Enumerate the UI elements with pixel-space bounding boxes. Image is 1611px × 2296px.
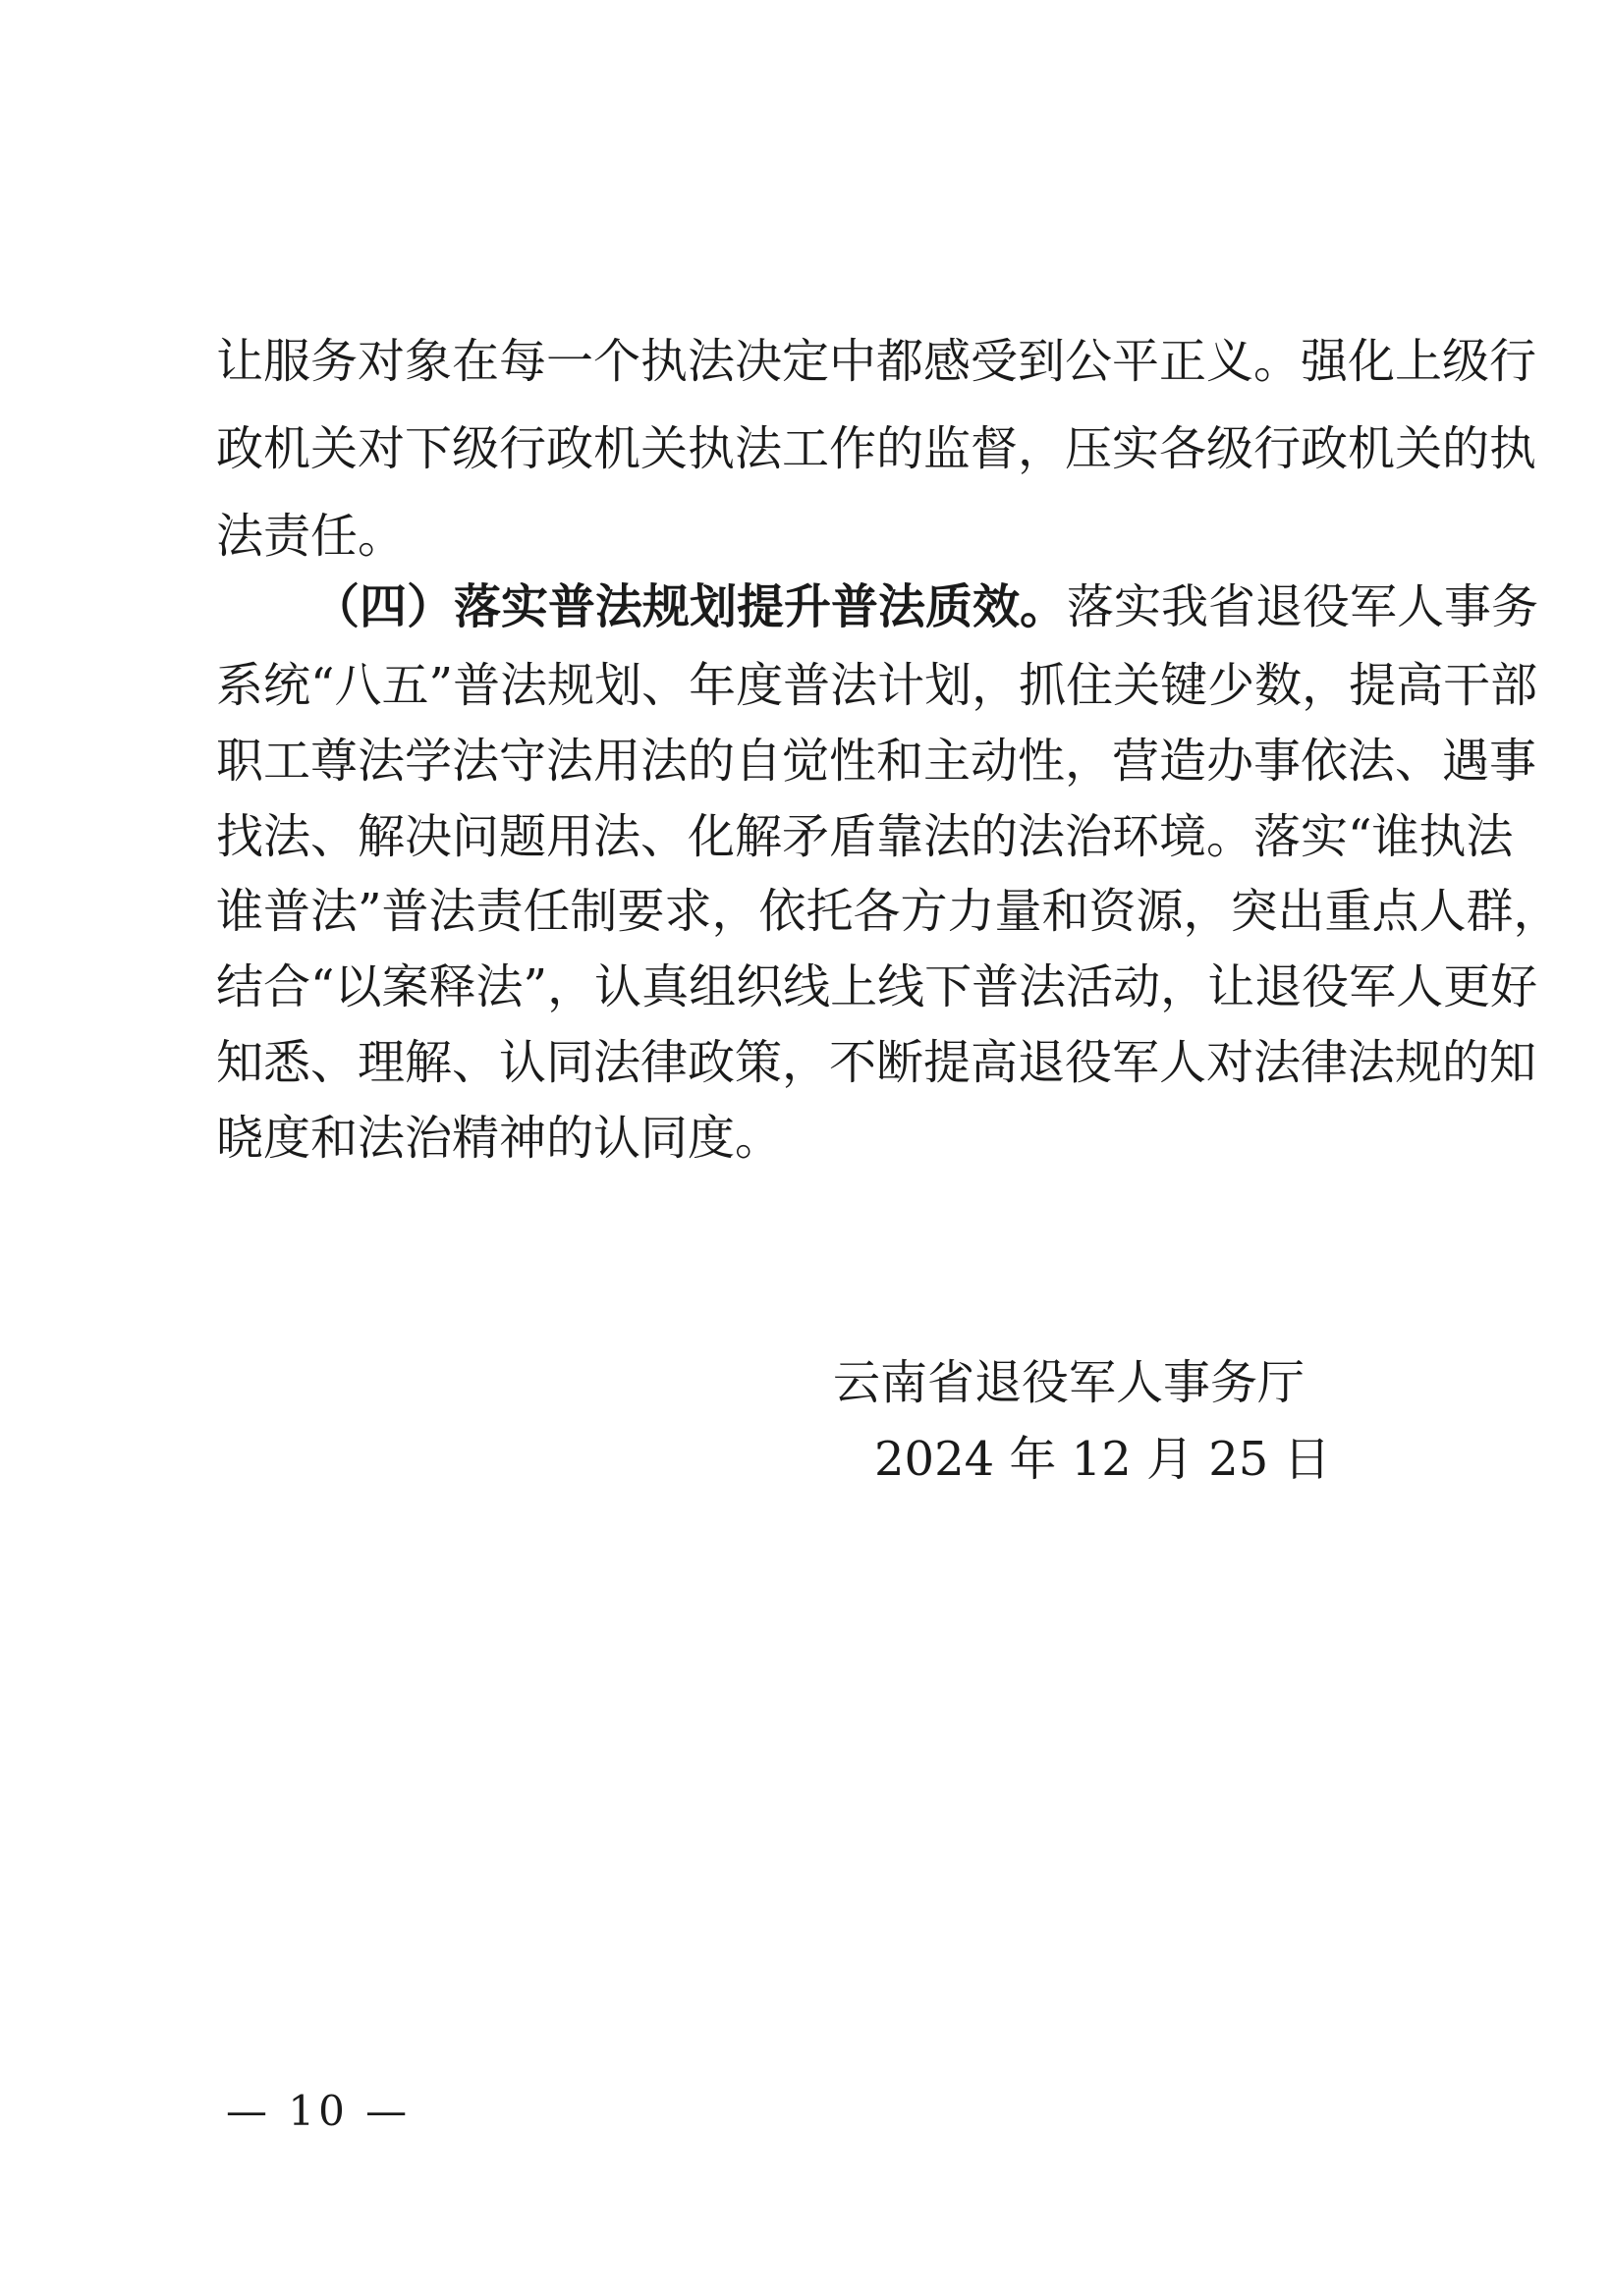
paragraph-2-line-1 (312, 577, 1539, 636)
paragraph-2-line-7: 知悉、理解、认同法律政策，不断提高退役军人对法律法规的知 (216, 1035, 1537, 1090)
paragraph-2-line-3: 职工尊法学法守法用法的自觉性和主动性，营造办事依法、遇事 (216, 734, 1537, 789)
signature-date: 2024 年 12 月 25 日 (874, 1432, 1331, 1487)
paragraph-2-line-4: 找法、解决问题用法、化解矛盾靠法的法治环境。落实“谁执法 (216, 809, 1514, 864)
page-number: — 10 — (226, 2087, 412, 2135)
paragraph-1-line-2: 政机关对下级行政机关执法工作的监督，压实各级行政机关的执 (216, 421, 1537, 476)
paragraph-2-line-5: 谁普法”普法责任制要求，依托各方力量和资源，突出重点人群， (216, 884, 1561, 939)
paragraph-1-line-3: 法责任。 (216, 509, 406, 564)
signature-organization: 云南省退役军人事务厅 (833, 1355, 1305, 1410)
section-heading: （四）落实普法规划提升普法质效。 (312, 579, 1068, 634)
paragraph-1-line-1: 让服务对象在每一个执法决定中都感受到公平正义。强化上级行 (216, 334, 1537, 389)
paragraph-2-line-6: 结合“以案释法”，认真组织线上线下普法活动，让退役军人更好 (216, 959, 1538, 1014)
paragraph-2-line-1-text: 落实我省退役军人事务 (1067, 579, 1539, 634)
paragraph-2-line-2: 系统“八五”普法规划、年度普法计划，抓住关键少数，提高干部 (216, 658, 1538, 713)
paragraph-2-line-8: 晓度和法治精神的认同度。 (216, 1111, 783, 1166)
